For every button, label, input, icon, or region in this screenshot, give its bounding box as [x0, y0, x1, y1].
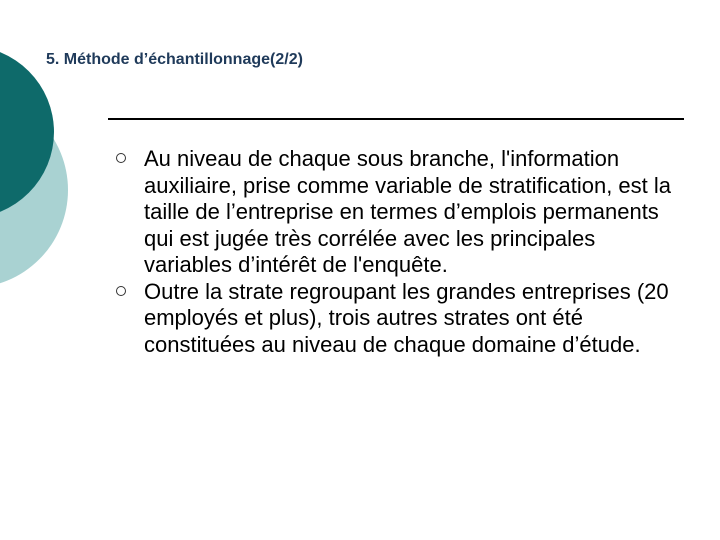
bullet-list [116, 146, 686, 358]
bullet-item [116, 279, 686, 359]
circle-bullet-icon [116, 153, 126, 163]
slide-title: 5. Méthode d’échantillonnage(2/2) [46, 51, 303, 68]
title-divider [108, 118, 684, 120]
bullet-item [116, 146, 686, 279]
circle-bullet-icon [116, 286, 126, 296]
decorative-circles [0, 0, 120, 300]
bullet-text: Au niveau de chaque sous branche, l'information auxiliaire, prise comme variable de stratification, est la taille de l’entreprise en termes d’emplois permanents qui est jugée très corrélée avec les principales variables d’intérêt de l'enquête. [144, 146, 672, 277]
bullet-text: Outre la strate regroupant les grandes entreprises (20 employés et plus), trois autres strates ont été constituées au niveau de chaque domaine d’étude. [144, 278, 669, 357]
